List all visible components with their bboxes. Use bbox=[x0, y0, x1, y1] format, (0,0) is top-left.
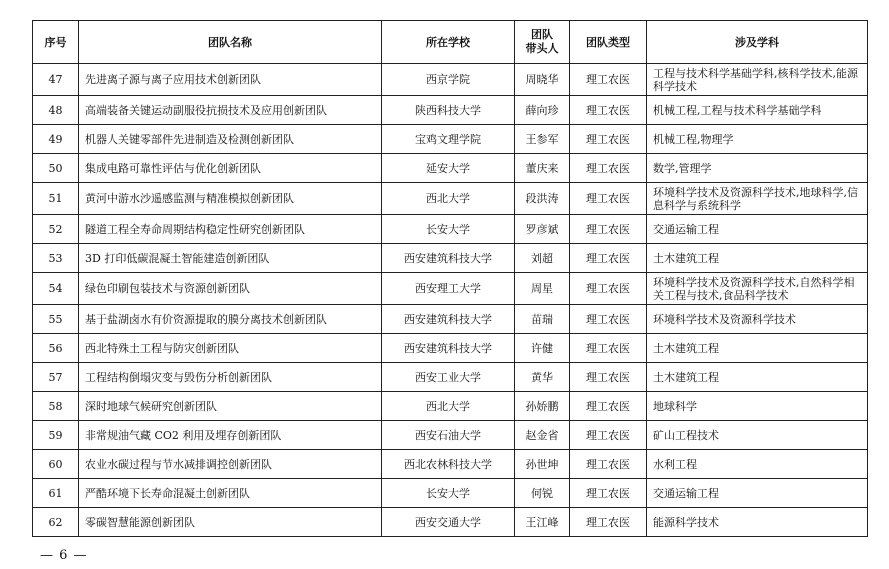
row-leader: 周星 bbox=[515, 273, 570, 305]
team-table bbox=[32, 20, 868, 537]
row-discipline: 环境科学技术及资源科学技术,地球科学,信息科学与系统科学 bbox=[647, 183, 868, 215]
row-school: 长安大学 bbox=[382, 479, 515, 508]
row-discipline: 机械工程,工程与技术科学基础学科 bbox=[647, 96, 868, 125]
row-leader: 赵金省 bbox=[515, 421, 570, 450]
row-no: 50 bbox=[33, 154, 79, 183]
team-table-container bbox=[32, 20, 867, 537]
row-team-type: 理工农医 bbox=[570, 305, 647, 334]
row-school: 西安交通大学 bbox=[382, 508, 515, 537]
header-no: 序号 bbox=[33, 21, 79, 64]
row-school: 西北大学 bbox=[382, 183, 515, 215]
row-no: 57 bbox=[33, 363, 79, 392]
row-no: 54 bbox=[33, 273, 79, 305]
row-no: 52 bbox=[33, 215, 79, 244]
row-leader: 罗彦斌 bbox=[515, 215, 570, 244]
row-school: 宝鸡文理学院 bbox=[382, 125, 515, 154]
row-no: 60 bbox=[33, 450, 79, 479]
table-row bbox=[33, 244, 868, 273]
row-team-type: 理工农医 bbox=[570, 421, 647, 450]
row-team-name: 高端装备关键运动副服役抗损技术及应用创新团队 bbox=[79, 96, 382, 125]
row-school: 西安理工大学 bbox=[382, 273, 515, 305]
row-discipline: 矿山工程技术 bbox=[647, 421, 868, 450]
row-no: 59 bbox=[33, 421, 79, 450]
row-discipline: 交通运输工程 bbox=[647, 215, 868, 244]
row-team-name: 基于盐湖卤水有价资源提取的膜分离技术创新团队 bbox=[79, 305, 382, 334]
row-discipline: 环境科学技术及资源科学技术,自然科学相关工程与技术,食品科学技术 bbox=[647, 273, 868, 305]
table-row bbox=[33, 96, 868, 125]
row-leader: 何锐 bbox=[515, 479, 570, 508]
header-school: 所在学校 bbox=[382, 21, 515, 64]
row-school: 延安大学 bbox=[382, 154, 515, 183]
table-row bbox=[33, 363, 868, 392]
table-row bbox=[33, 305, 868, 334]
row-leader: 王参军 bbox=[515, 125, 570, 154]
row-no: 62 bbox=[33, 508, 79, 537]
table-row bbox=[33, 421, 868, 450]
row-leader: 薛向珍 bbox=[515, 96, 570, 125]
row-team-type: 理工农医 bbox=[570, 479, 647, 508]
row-team-type: 理工农医 bbox=[570, 154, 647, 183]
row-discipline: 交通运输工程 bbox=[647, 479, 868, 508]
row-leader: 许健 bbox=[515, 334, 570, 363]
row-no: 55 bbox=[33, 305, 79, 334]
row-school: 西安建筑科技大学 bbox=[382, 305, 515, 334]
row-school: 陕西科技大学 bbox=[382, 96, 515, 125]
row-school: 西安建筑科技大学 bbox=[382, 244, 515, 273]
row-team-name: 农业水碳过程与节水减排调控创新团队 bbox=[79, 450, 382, 479]
row-team-name: 隧道工程全寿命周期结构稳定性研究创新团队 bbox=[79, 215, 382, 244]
row-team-type: 理工农医 bbox=[570, 96, 647, 125]
header-discipline: 涉及学科 bbox=[647, 21, 868, 64]
row-discipline: 机械工程,物理学 bbox=[647, 125, 868, 154]
row-no: 56 bbox=[33, 334, 79, 363]
row-team-type: 理工农医 bbox=[570, 64, 647, 96]
row-team-name: 集成电路可靠性评估与优化创新团队 bbox=[79, 154, 382, 183]
row-school: 长安大学 bbox=[382, 215, 515, 244]
row-leader: 黄华 bbox=[515, 363, 570, 392]
row-no: 53 bbox=[33, 244, 79, 273]
row-leader: 刘超 bbox=[515, 244, 570, 273]
row-discipline: 水利工程 bbox=[647, 450, 868, 479]
row-school: 西安石油大学 bbox=[382, 421, 515, 450]
row-team-type: 理工农医 bbox=[570, 450, 647, 479]
table-row bbox=[33, 450, 868, 479]
row-discipline: 数学,管理学 bbox=[647, 154, 868, 183]
row-team-name: 零碳智慧能源创新团队 bbox=[79, 508, 382, 537]
row-team-type: 理工农医 bbox=[570, 244, 647, 273]
row-discipline: 土木建筑工程 bbox=[647, 363, 868, 392]
table-row bbox=[33, 273, 868, 305]
header-type: 团队类型 bbox=[570, 21, 647, 64]
row-leader: 董庆来 bbox=[515, 154, 570, 183]
row-school: 西安建筑科技大学 bbox=[382, 334, 515, 363]
row-team-name: 绿色印刷包装技术与资源创新团队 bbox=[79, 273, 382, 305]
row-team-name: 黄河中游水沙遥感监测与精准模拟创新团队 bbox=[79, 183, 382, 215]
row-discipline: 土木建筑工程 bbox=[647, 334, 868, 363]
header-leader: 团队 带头人 bbox=[515, 21, 570, 64]
row-team-type: 理工农医 bbox=[570, 508, 647, 537]
row-no: 58 bbox=[33, 392, 79, 421]
table-row bbox=[33, 125, 868, 154]
row-leader: 周晓华 bbox=[515, 64, 570, 96]
header-name: 团队名称 bbox=[79, 21, 382, 64]
row-leader: 王江峰 bbox=[515, 508, 570, 537]
row-discipline: 工程与技术科学基础学科,核科学技术,能源科学技术 bbox=[647, 64, 868, 96]
table-row bbox=[33, 215, 868, 244]
row-discipline: 地球科学 bbox=[647, 392, 868, 421]
row-discipline: 环境科学技术及资源科学技术 bbox=[647, 305, 868, 334]
row-team-name: 3D 打印低碳混凝土智能建造创新团队 bbox=[79, 244, 382, 273]
row-school: 西京学院 bbox=[382, 64, 515, 96]
row-team-type: 理工农医 bbox=[570, 334, 647, 363]
table-row bbox=[33, 508, 868, 537]
table-row bbox=[33, 479, 868, 508]
row-team-type: 理工农医 bbox=[570, 183, 647, 215]
row-team-name: 西北特殊土工程与防灾创新团队 bbox=[79, 334, 382, 363]
row-team-name: 工程结构倒塌灾变与毁伤分析创新团队 bbox=[79, 363, 382, 392]
row-no: 61 bbox=[33, 479, 79, 508]
table-row bbox=[33, 392, 868, 421]
table-row bbox=[33, 183, 868, 215]
row-no: 47 bbox=[33, 64, 79, 96]
row-no: 48 bbox=[33, 96, 79, 125]
row-team-type: 理工农医 bbox=[570, 215, 647, 244]
row-discipline: 能源科学技术 bbox=[647, 508, 868, 537]
table-row bbox=[33, 64, 868, 96]
row-leader: 段洪涛 bbox=[515, 183, 570, 215]
table-row bbox=[33, 334, 868, 363]
row-leader: 苗瑞 bbox=[515, 305, 570, 334]
row-team-type: 理工农医 bbox=[570, 363, 647, 392]
row-no: 49 bbox=[33, 125, 79, 154]
row-team-name: 机器人关键零部件先进制造及检测创新团队 bbox=[79, 125, 382, 154]
row-team-name: 深时地球气候研究创新团队 bbox=[79, 392, 382, 421]
row-school: 西安工业大学 bbox=[382, 363, 515, 392]
table-header-row bbox=[33, 21, 868, 64]
row-school: 西北大学 bbox=[382, 392, 515, 421]
row-team-name: 非常规油气藏 CO2 利用及埋存创新团队 bbox=[79, 421, 382, 450]
row-discipline: 土木建筑工程 bbox=[647, 244, 868, 273]
row-team-type: 理工农医 bbox=[570, 125, 647, 154]
row-leader: 孙世坤 bbox=[515, 450, 570, 479]
row-leader: 孙娇鹏 bbox=[515, 392, 570, 421]
page-number: — 6 — bbox=[40, 548, 88, 563]
row-no: 51 bbox=[33, 183, 79, 215]
row-team-type: 理工农医 bbox=[570, 392, 647, 421]
table-row bbox=[33, 154, 868, 183]
row-school: 西北农林科技大学 bbox=[382, 450, 515, 479]
row-team-name: 先进离子源与离子应用技术创新团队 bbox=[79, 64, 382, 96]
row-team-name: 严酷环境下长寿命混凝土创新团队 bbox=[79, 479, 382, 508]
row-team-type: 理工农医 bbox=[570, 273, 647, 305]
